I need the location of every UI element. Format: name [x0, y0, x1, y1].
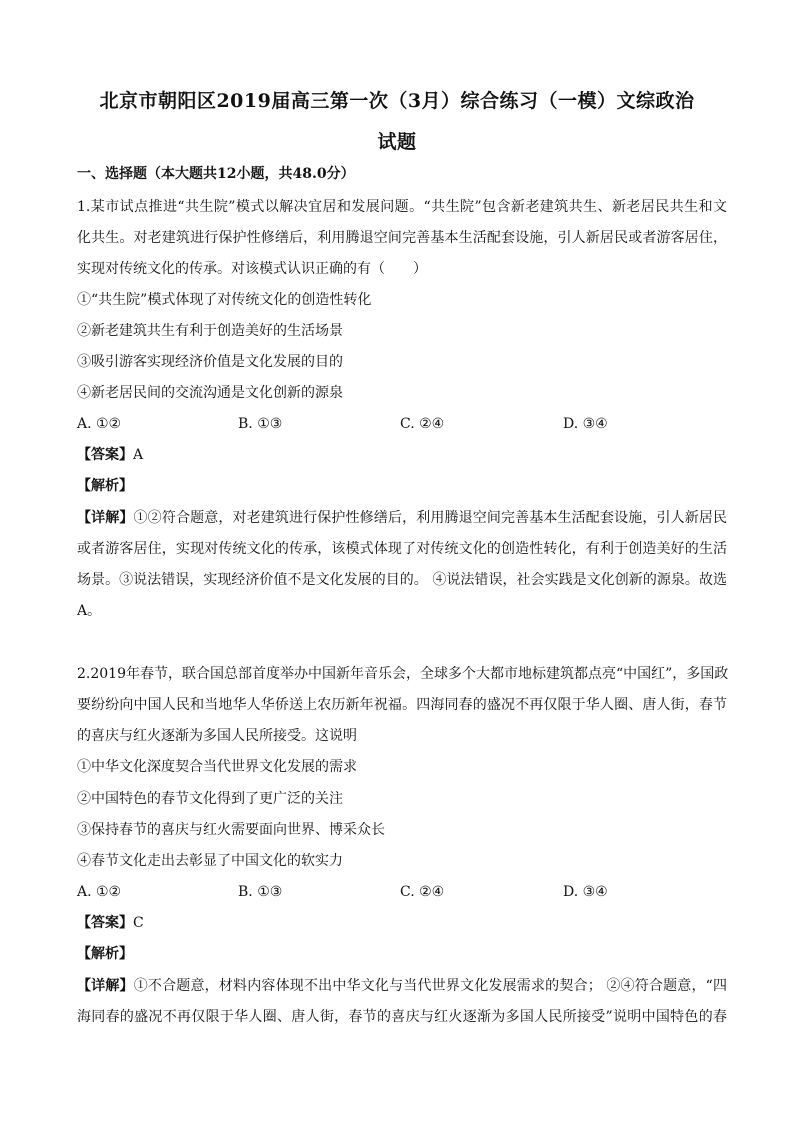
document-title: 北京市朝阳区2019届高三第一次（3月）综合练习（一模）文综政治	[99, 90, 695, 112]
q1-option-c: C. ②④	[400, 416, 445, 432]
q2-option-a: A. ①②	[77, 884, 122, 900]
q1-option-a: A. ①②	[77, 416, 122, 432]
answer-label: 【答案】	[77, 447, 133, 463]
detail-label: 【详解】	[77, 978, 134, 994]
q2-option-b: B. ①③	[238, 884, 283, 900]
q1-analysis-label: 【解析】	[77, 478, 133, 494]
q1-statement-4: ④新老居民间的交流沟通是文化创新的源泉	[77, 385, 343, 401]
q1-option-d: D. ③④	[563, 416, 608, 432]
q1-answer	[77, 445, 727, 465]
q2-statement-1: ①中华文化深度契合当代世界文化发展的需求	[77, 759, 357, 775]
q1-detail-line	[77, 508, 727, 528]
q2-stem-line: 的喜庆与红火逐渐为多国人民所接受。这说明	[77, 728, 357, 744]
q1-detail-line: A。	[77, 603, 102, 619]
q2-analysis-label: 【解析】	[77, 946, 133, 962]
q2-detail-line	[77, 976, 727, 996]
q2-stem-line: 要纷纷向中国人民和当地华人华侨送上农历新年祝福。四海同春的盛况不再仅限于华人圈、唐人街，春节	[77, 697, 727, 713]
q2-detail-line: 海同春的盛况不再仅限于华人圈、唐人街，春节的喜庆与红火逐渐为多国人民所接受”说明中国特色的春	[77, 1009, 727, 1025]
q1-statement-1: ①“共生院”模式体现了对传统文化的创造性转化	[77, 292, 372, 308]
q2-stem-line: 2.2019年春节，联合国总部首度举办中国新年音乐会，全球多个大都市地标建筑都点亮“中国红”，多国政	[77, 666, 729, 682]
q2-statement-2: ②中国特色的春节文化得到了更广泛的关注	[77, 791, 343, 807]
q2-answer	[77, 913, 727, 933]
q2-option-c: C. ②④	[400, 884, 445, 900]
detail-label: 【详解】	[77, 510, 134, 526]
detail-text: ①不合题意，材料内容体现不出中华文化与当代世界文化发展需求的契合； ②④符合题意，“四	[133, 978, 727, 994]
q2-option-d: D. ③④	[563, 884, 608, 900]
document-title-continued: 试题	[377, 131, 417, 153]
answer-value: A	[133, 447, 144, 463]
q2-statement-3: ③保持春节的喜庆与红火需要面向世界、博采众长	[77, 822, 385, 838]
answer-value: C	[133, 915, 144, 931]
q1-statement-3: ③吸引游客实现经济价值是文化发展的目的	[77, 354, 343, 370]
q1-stem-line: 实现对传统文化的传承。对该模式认识正确的有（ ）	[77, 261, 427, 277]
q1-detail-line: 或者游客居住，实现对传统文化的传承，该模式体现了对传统文化的创造性转化，有利于创造美好的生活	[77, 541, 727, 557]
q1-stem-line: 化共生。对老建筑进行保护性修缮后，利用腾退空间完善基本生活配套设施，引人新居民或者游客居住，	[77, 230, 727, 246]
q2-statement-4: ④春节文化走出去彰显了中国文化的软实力	[77, 853, 343, 869]
detail-text: ①②符合题意，对老建筑进行保护性修缮后，利用腾退空间完善基本生活配套设施，引人新居民	[133, 510, 728, 526]
q1-option-b: B. ①③	[238, 416, 283, 432]
q1-statement-2: ②新老建筑共生有利于创造美好的生活场景	[77, 323, 343, 339]
q1-stem-line: 1.某市试点推进“共生院”模式以解决宜居和发展问题。“共生院”包含新老建筑共生、新老居民共生和文	[77, 199, 727, 215]
answer-label: 【答案】	[77, 915, 133, 931]
q1-detail-line: 场景。③说法错误，实现经济价值不是文化发展的目的。 ④说法错误，社会实践是文化创新的源泉。故选	[77, 572, 727, 588]
section-heading: 一、选择题（本大题共12小题，共48.0分）	[77, 166, 355, 182]
